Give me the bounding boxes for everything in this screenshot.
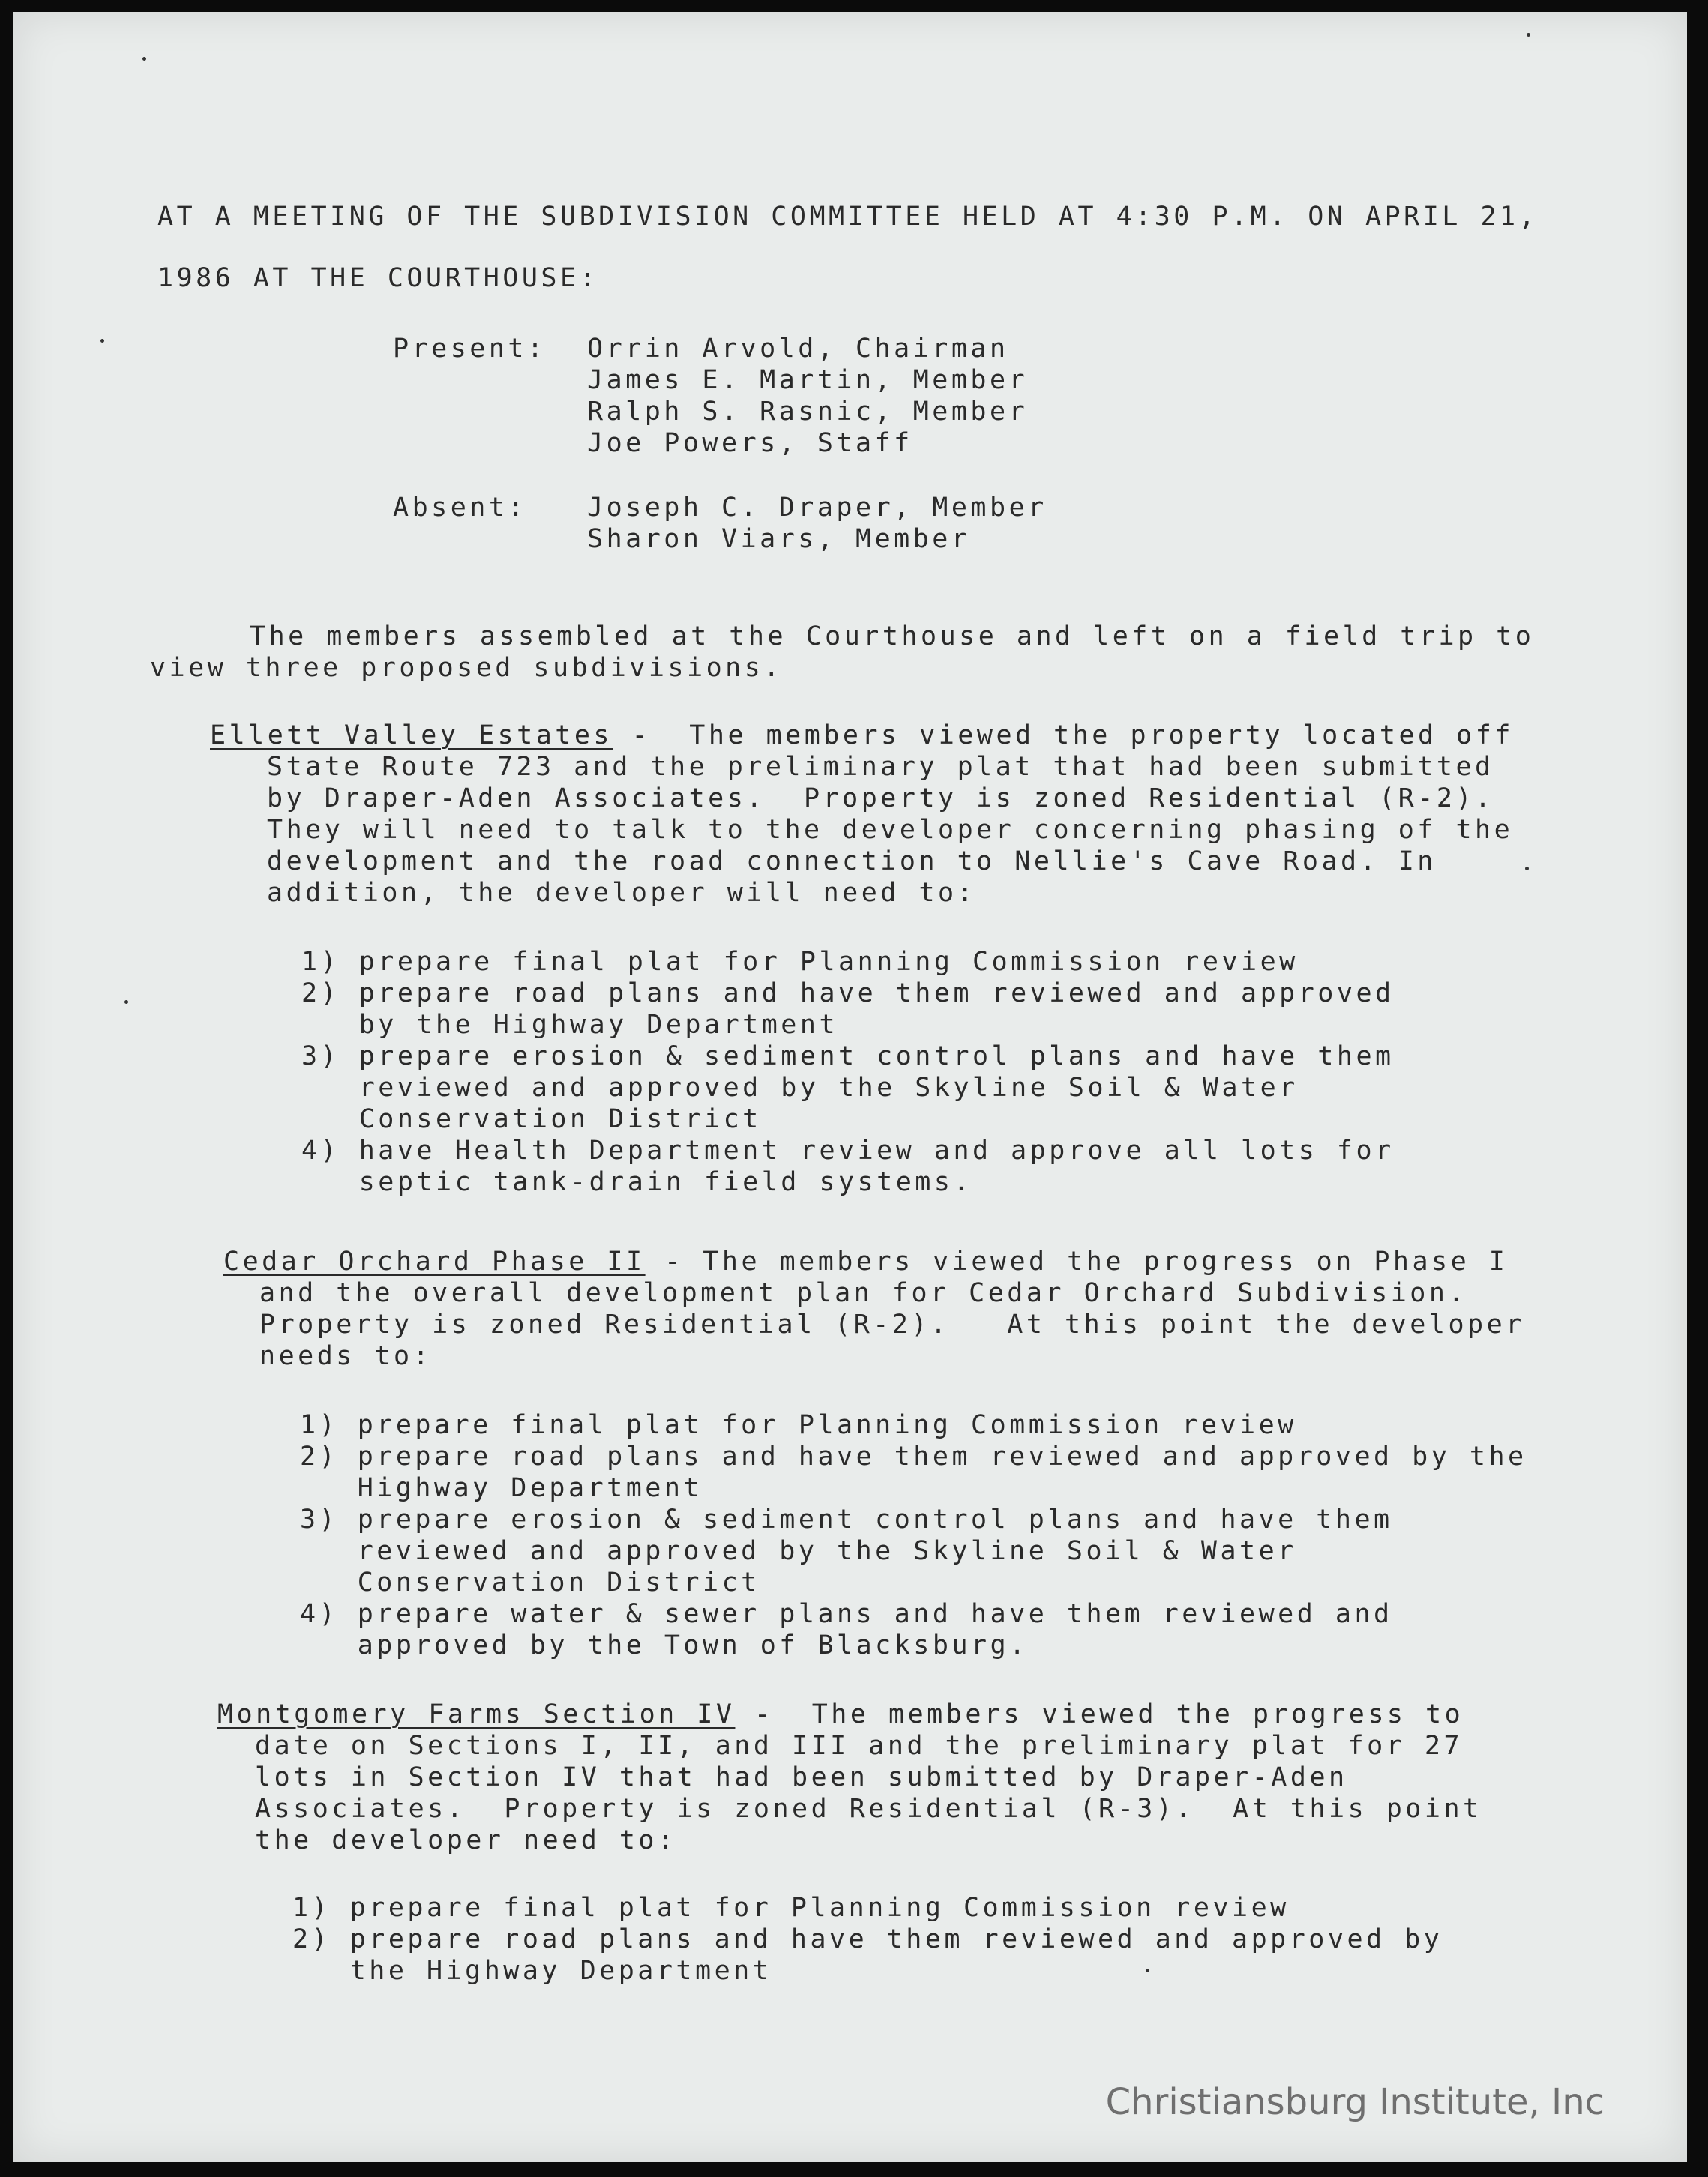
present-member: Joe Powers, Staff xyxy=(587,428,913,458)
document-page xyxy=(13,12,1687,2162)
dust-speck xyxy=(100,339,104,343)
section-body-line: date on Sections I, II, and III and the preliminary plat for 27 xyxy=(255,1731,1464,1761)
list-item: reviewed and approved by the Skyline Soil & Water xyxy=(301,1073,1299,1103)
present-member: Orrin Arvold, Chairman xyxy=(587,334,1009,364)
section-body-line: State Route 723 and the preliminary plat that had been submitted xyxy=(267,752,1494,782)
present-member: Ralph S. Rasnic, Member xyxy=(587,397,1029,427)
section-body-line: addition, the developer will need to: xyxy=(267,878,977,908)
list-item: 4) have Health Department review and approve all lots for xyxy=(301,1136,1395,1166)
list-item: 2) prepare road plans and have them reviewed and approved xyxy=(301,978,1395,1008)
absent-label: Absent: xyxy=(393,493,528,523)
list-item: the Highway Department xyxy=(292,1956,772,1986)
list-item: 1) prepare final plat for Planning Commission review xyxy=(300,1410,1297,1440)
watermark: Christiansburg Institute, Inc xyxy=(1105,2081,1605,2123)
absent-member: Sharon Viars, Member xyxy=(587,524,971,554)
section-title: Montgomery Farms Section IV xyxy=(217,1699,736,1729)
list-item: 1) prepare final plat for Planning Commission review xyxy=(301,947,1299,977)
dust-speck xyxy=(142,57,146,61)
section-body-line: lots in Section IV that had been submitted by Draper-Aden xyxy=(255,1762,1348,1792)
section-body-line: Property is zoned Residential (R-2). At this point the developer xyxy=(259,1310,1525,1340)
section-heading xyxy=(210,720,1514,751)
list-item: 3) prepare erosion & sediment control plans and have them xyxy=(301,1041,1395,1071)
list-item: septic tank-drain field systems. xyxy=(301,1167,973,1197)
section-heading-rest: - The members viewed the progress to xyxy=(735,1699,1464,1729)
list-item: 2) prepare road plans and have them reviewed and approved by xyxy=(292,1924,1443,1954)
section-body-line: needs to: xyxy=(259,1341,433,1371)
intro-line: view three proposed subdivisions. xyxy=(150,653,783,683)
section-heading xyxy=(223,1246,1508,1277)
section-heading-rest: - The members viewed the progress on Phase I xyxy=(645,1247,1509,1277)
dust-speck xyxy=(1525,867,1529,870)
absent-member: Joseph C. Draper, Member xyxy=(587,493,1047,523)
heading-line-2: 1986 AT THE COURTHOUSE: xyxy=(157,263,599,293)
section-body-line: and the overall development plan for Cedar Orchard Subdivision. xyxy=(259,1278,1468,1308)
typed-minutes xyxy=(13,12,1687,2162)
list-item: Conservation District xyxy=(300,1568,760,1598)
section-body-line: the developer need to: xyxy=(255,1825,677,1855)
section-heading xyxy=(217,1699,1464,1730)
list-item: 1) prepare final plat for Planning Commission review xyxy=(292,1893,1290,1923)
section-title: Cedar Orchard Phase II xyxy=(223,1247,646,1277)
section-body-line: development and the road connection to Nellie's Cave Road. In xyxy=(267,846,1437,876)
section-body-line: Associates. Property is zoned Residential (R-3). At this point xyxy=(255,1794,1482,1824)
section-body-line: by Draper-Aden Associates. Property is zoned Residential (R-2). xyxy=(267,783,1494,813)
section-body-line: They will need to talk to the developer concerning phasing of the xyxy=(267,815,1514,845)
dust-speck xyxy=(124,1000,128,1004)
present-label: Present: xyxy=(393,334,547,364)
section-title: Ellett Valley Estates xyxy=(210,720,613,750)
dust-speck xyxy=(1146,1969,1149,1972)
list-item: reviewed and approved by the Skyline Soil & Water xyxy=(300,1536,1297,1566)
list-item: by the Highway Department xyxy=(301,1010,839,1040)
list-item: Highway Department xyxy=(300,1473,703,1503)
heading-line-1: AT A MEETING OF THE SUBDIVISION COMMITTEE HELD AT 4:30 P.M. ON APRIL 21, xyxy=(157,202,1539,232)
list-item: 3) prepare erosion & sediment control plans and have them xyxy=(300,1505,1393,1535)
section-heading-rest: - The members viewed the property located off xyxy=(613,720,1514,750)
list-item: Conservation District xyxy=(301,1104,762,1134)
present-member: James E. Martin, Member xyxy=(587,365,1029,395)
list-item: 4) prepare water & sewer plans and have them reviewed and xyxy=(300,1599,1393,1629)
list-item: 2) prepare road plans and have them reviewed and approved by the xyxy=(300,1442,1527,1472)
intro-line: The members assembled at the Courthouse and left on a field trip to xyxy=(250,621,1535,651)
list-item: approved by the Town of Blacksburg. xyxy=(300,1631,1029,1660)
dust-speck xyxy=(1527,33,1530,37)
